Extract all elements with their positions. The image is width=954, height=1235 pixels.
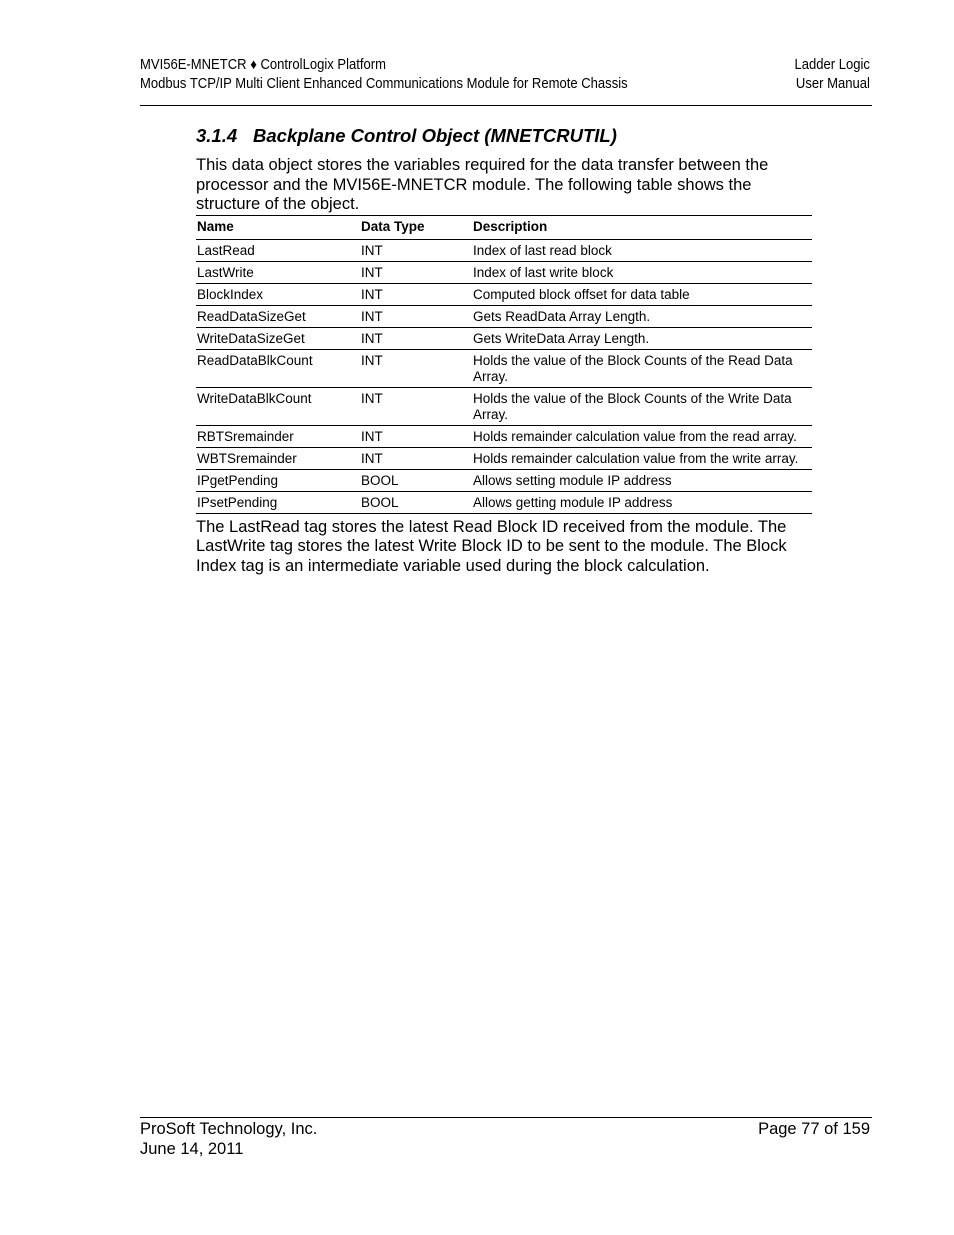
table-row bbox=[196, 261, 812, 283]
cell-data-type: INT bbox=[361, 390, 383, 406]
cell-name: WriteDataSizeGet bbox=[197, 330, 305, 346]
cell-name: RBTSremainder bbox=[197, 428, 294, 444]
cell-name: ReadDataSizeGet bbox=[197, 308, 306, 324]
cell-name: IPgetPending bbox=[197, 472, 279, 488]
footer-row-1 bbox=[140, 1119, 870, 1139]
header-product-subtitle: Modbus TCP/IP Multi Client Enhanced Communications Module for Remote Chassis bbox=[140, 76, 628, 92]
header-divider bbox=[140, 105, 872, 106]
column-header-data-type: Data Type bbox=[361, 218, 425, 234]
table-header-row bbox=[196, 215, 812, 239]
cell-description: Holds the value of the Block Counts of the Write Data Array. bbox=[473, 390, 792, 422]
cell-description: Holds remainder calculation value from the write array. bbox=[473, 450, 799, 466]
cell-description: Gets ReadData Array Length. bbox=[473, 308, 651, 324]
table-row bbox=[196, 239, 812, 261]
cell-data-type: INT bbox=[361, 330, 383, 346]
backplane-object-table bbox=[196, 215, 812, 514]
table-row bbox=[196, 447, 812, 469]
section-heading bbox=[196, 124, 812, 148]
cell-description: Index of last read block bbox=[473, 242, 612, 258]
cell-description: Holds the value of the Block Counts of the Read Data Array. bbox=[473, 352, 793, 384]
cell-description: Index of last write block bbox=[473, 264, 614, 280]
cell-data-type: INT bbox=[361, 352, 383, 368]
cell-data-type: INT bbox=[361, 242, 383, 258]
table-row bbox=[196, 349, 812, 387]
cell-data-type: INT bbox=[361, 450, 383, 466]
cell-data-type: BOOL bbox=[361, 472, 399, 488]
cell-description: Computed block offset for data table bbox=[473, 286, 690, 302]
cell-name: BlockIndex bbox=[197, 286, 264, 302]
cell-description: Gets WriteData Array Length. bbox=[473, 330, 650, 346]
cell-name: IPsetPending bbox=[197, 494, 278, 510]
header-product-title: MVI56E-MNETCR ♦ ControlLogix Platform bbox=[140, 57, 386, 73]
column-header-name: Name bbox=[197, 218, 234, 234]
page-header bbox=[140, 56, 870, 104]
cell-data-type: INT bbox=[361, 264, 383, 280]
cell-description: Holds remainder calculation value from the read array. bbox=[473, 428, 797, 444]
cell-name: LastRead bbox=[197, 242, 255, 258]
cell-name: WriteDataBlkCount bbox=[197, 390, 312, 406]
table-row bbox=[196, 491, 812, 513]
intro-paragraph: This data object stores the variables required for the data transfer between the processor and the MVI56E-MNETCR module. The following table shows the structure of the object. bbox=[196, 156, 769, 213]
cell-name: LastWrite bbox=[197, 264, 254, 280]
footer-company: ProSoft Technology, Inc. bbox=[140, 1120, 318, 1138]
cell-data-type: INT bbox=[361, 286, 383, 302]
cell-description: Allows getting module IP address bbox=[473, 494, 673, 510]
footer-page-number: Page 77 of 159 bbox=[758, 1120, 870, 1138]
main-content bbox=[196, 124, 812, 576]
cell-name: ReadDataBlkCount bbox=[197, 352, 313, 368]
table-row bbox=[196, 283, 812, 305]
header-document-type: User Manual bbox=[795, 76, 870, 92]
page-footer bbox=[140, 1119, 870, 1159]
table-row bbox=[196, 305, 812, 327]
header-row-2 bbox=[140, 75, 870, 94]
footer-divider bbox=[140, 1117, 872, 1118]
cell-data-type: INT bbox=[361, 308, 383, 324]
section-title: Backplane Control Object (MNETCRUTIL) bbox=[253, 125, 617, 146]
cell-description: Allows setting module IP address bbox=[473, 472, 672, 488]
cell-name: WBTSremainder bbox=[197, 450, 297, 466]
header-row-1 bbox=[140, 56, 870, 75]
table-row bbox=[196, 425, 812, 447]
footer-row-2 bbox=[140, 1139, 870, 1159]
header-chapter-name: Ladder Logic bbox=[794, 57, 870, 73]
table-row bbox=[196, 327, 812, 349]
section-number: 3.1.4 bbox=[196, 125, 238, 146]
table-row bbox=[196, 469, 812, 491]
table-row bbox=[196, 387, 812, 425]
cell-data-type: INT bbox=[361, 428, 383, 444]
closing-paragraph: The LastRead tag stores the latest Read Block ID received from the module. The LastWrite tag stores the latest Write Block ID to be sent to the module. The Block Index tag is an intermediate variable used during the block calculation. bbox=[196, 517, 787, 575]
column-header-description: Description bbox=[473, 218, 548, 234]
cell-data-type: BOOL bbox=[361, 494, 399, 510]
footer-date: June 14, 2011 bbox=[140, 1140, 244, 1158]
